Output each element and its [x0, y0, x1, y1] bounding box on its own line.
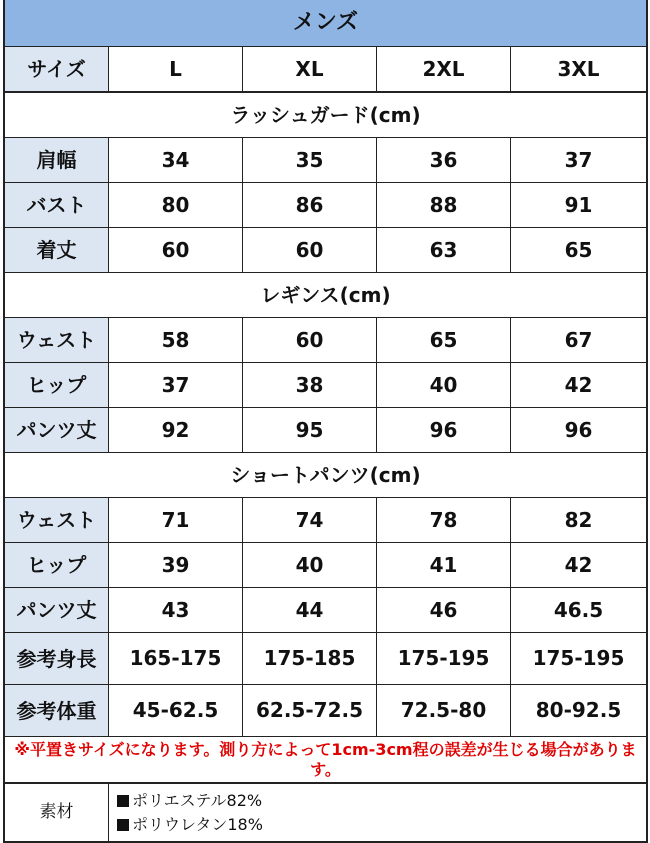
list-item [117, 813, 263, 837]
row-value: 96 [377, 408, 511, 452]
row-value: 37 [109, 363, 243, 407]
row-value: 60 [243, 318, 377, 362]
row-value: 58 [109, 318, 243, 362]
row-label: 着丈 [5, 228, 109, 272]
row-value: 34 [109, 138, 243, 182]
table-row [5, 183, 646, 228]
table-row [5, 543, 646, 588]
row-value: 71 [109, 498, 243, 542]
row-value: 39 [109, 543, 243, 587]
row-value: 175-195 [532, 646, 625, 670]
list-item [117, 789, 262, 813]
row-value: 175-195 [377, 633, 511, 684]
row-value: 72.5-80 [377, 685, 511, 736]
size-2xl: 2XL [377, 47, 511, 91]
row-value: 42 [564, 552, 593, 577]
table-row [5, 498, 646, 543]
row-value: 35 [243, 138, 377, 182]
note-row [5, 737, 646, 784]
section-title-row [5, 273, 646, 318]
section-title-row [5, 93, 646, 138]
size-header-label: サイズ [5, 47, 109, 91]
row-label: ヒップ [5, 363, 109, 407]
row-value: 46.5 [553, 597, 604, 622]
row-value: 46 [377, 588, 511, 632]
row-value: 165-175 [109, 633, 243, 684]
row-value: 41 [377, 543, 511, 587]
size-3xl: 3XL [557, 56, 600, 81]
row-value: 42 [564, 372, 593, 397]
table-row [5, 588, 646, 633]
row-label: ウェスト [5, 318, 109, 362]
row-label: バスト [5, 183, 109, 227]
row-value: 65 [377, 318, 511, 362]
row-value: 63 [377, 228, 511, 272]
reference-height-row [5, 633, 646, 685]
row-value: 40 [243, 543, 377, 587]
material-row [5, 784, 646, 843]
square-bullet-icon [117, 819, 129, 831]
row-value: 95 [243, 408, 377, 452]
material-item: ポリウレタン18% [132, 814, 263, 834]
row-value: 60 [243, 228, 377, 272]
section-title-row [5, 453, 646, 498]
row-value: 43 [109, 588, 243, 632]
row-value: 78 [377, 498, 511, 542]
size-xl: XL [243, 47, 377, 91]
size-chart-table [3, 0, 648, 843]
row-value: 44 [243, 588, 377, 632]
row-value: 36 [377, 138, 511, 182]
table-title-row [5, 0, 646, 47]
row-label: ウェスト [5, 498, 109, 542]
row-value: 82 [564, 507, 593, 532]
row-label: パンツ丈 [5, 588, 109, 632]
row-value: 175-185 [243, 633, 377, 684]
material-label: 素材 [5, 784, 109, 841]
row-value: 60 [109, 228, 243, 272]
row-label: ヒップ [5, 543, 109, 587]
size-header-row [5, 47, 646, 93]
row-value: 80-92.5 [535, 698, 622, 722]
row-value: 67 [564, 327, 593, 352]
row-value: 40 [377, 363, 511, 407]
row-value: 74 [243, 498, 377, 542]
table-row [5, 408, 646, 453]
row-value: 80 [109, 183, 243, 227]
row-value: 96 [564, 417, 593, 442]
row-value: 38 [243, 363, 377, 407]
reference-weight-row [5, 685, 646, 737]
measurement-note: ※平置きサイズになります。測り方によって1cm-3cm程の誤差が生じる場合があります。 [14, 739, 637, 779]
table-row [5, 228, 646, 273]
material-list [109, 784, 646, 841]
row-value: 37 [564, 147, 593, 172]
row-value: 65 [564, 237, 593, 262]
size-l: L [109, 47, 243, 91]
row-value: 92 [109, 408, 243, 452]
table-row [5, 138, 646, 183]
row-label: 参考身長 [5, 633, 109, 684]
row-value: 88 [377, 183, 511, 227]
section-title: ラッシュガード(cm) [230, 102, 421, 127]
table-row [5, 363, 646, 408]
row-value: 91 [564, 192, 593, 217]
row-label: 肩幅 [5, 138, 109, 182]
section-title: ショートパンツ(cm) [230, 462, 421, 487]
table-row [5, 318, 646, 363]
row-label: パンツ丈 [5, 408, 109, 452]
square-bullet-icon [117, 795, 129, 807]
row-value: 45-62.5 [109, 685, 243, 736]
row-label: 参考体重 [5, 685, 109, 736]
row-value: 86 [243, 183, 377, 227]
material-item: ポリエステル82% [132, 790, 263, 810]
section-title: レギンス(cm) [260, 282, 391, 307]
table-title: メンズ [292, 10, 359, 36]
row-value: 62.5-72.5 [243, 685, 377, 736]
